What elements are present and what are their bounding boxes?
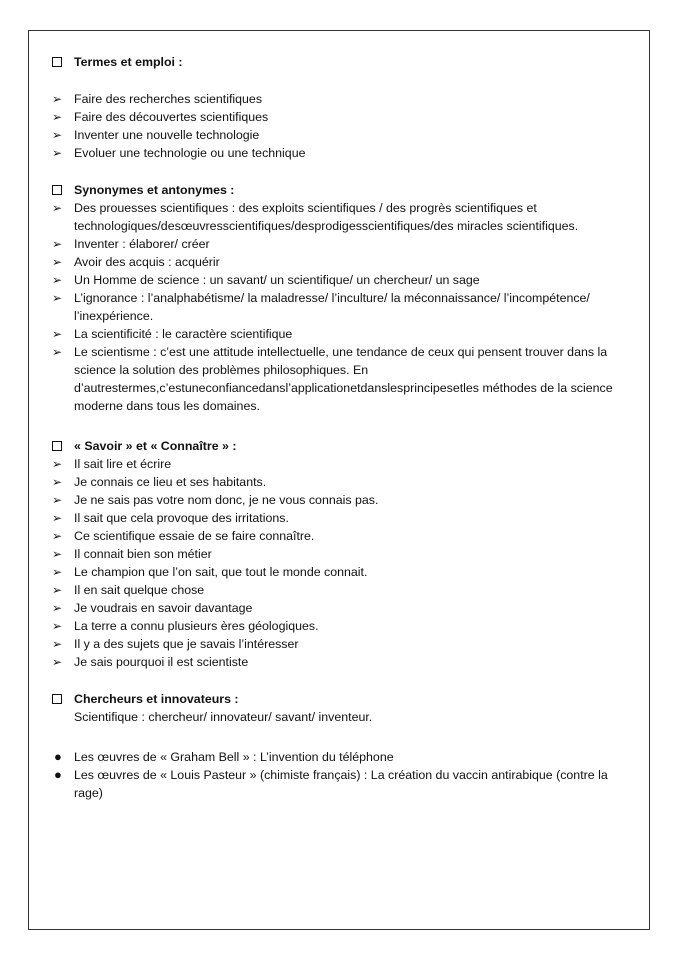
section-savoir-connaitre: [52, 437, 622, 671]
list-item: ➢ Je connais ce lieu et ses habitants.: [52, 475, 267, 489]
arrow-bullet-icon: ➢: [52, 128, 63, 142]
list-item: ➢ Ce scientifique essaie de se faire connaître.: [52, 529, 315, 543]
heading-text: Synonymes et antonymes :: [74, 183, 235, 197]
section-termes-emploi: [52, 53, 622, 162]
arrow-bullet-icon: ➢: [52, 201, 63, 215]
dot-bullet-icon: ●: [54, 767, 62, 782]
heading-text: « Savoir » et « Connaître » :: [74, 439, 237, 453]
list-item: ➢ Des prouesses scientifiques : des exploits scientifiques / des progrès scientifiques et technologiques/desœuvresscientifiques/desprodigesscientifiques/des miracles scientifiques.: [52, 201, 579, 233]
checkbox-square-icon: [52, 441, 62, 451]
list-item: ➢ Evoluer une technologie ou une technique: [52, 146, 306, 160]
list-item: ● Les œuvres de « Louis Pasteur » (chimiste français) : La création du vaccin antirabique (contre la rage): [54, 767, 608, 800]
arrow-bullet-icon: ➢: [52, 583, 63, 597]
list-item: ➢ L’ignorance : l’analphabétisme/ la maladresse/ l’inculture/ la méconnaissance/ l’incompétence/ l’inexpérience.: [52, 291, 590, 323]
list-item: ➢ Avoir des acquis : acquérir: [52, 255, 220, 269]
arrow-bullet-icon: ➢: [52, 529, 63, 543]
heading-text: Chercheurs et innovateurs :: [74, 692, 239, 706]
arrow-bullet-icon: ➢: [52, 637, 63, 651]
definition-line: Scientifique : chercheur/ innovateur/ savant/ inventeur.: [74, 710, 373, 724]
arrow-bullet-icon: ➢: [52, 110, 63, 124]
list-item: ➢ Faire des découvertes scientifiques: [52, 110, 269, 124]
list-item: ➢ Il connait bien son métier: [52, 547, 212, 561]
arrow-bullet-icon: ➢: [52, 327, 63, 341]
section-heading: [52, 437, 622, 455]
checkbox-square-icon: [52, 694, 62, 704]
arrow-bullet-icon: ➢: [52, 273, 63, 287]
arrow-bullet-icon: ➢: [52, 146, 63, 160]
list-item: ➢ Je sais pourquoi il est scientiste: [52, 655, 249, 669]
checkbox-square-icon: [52, 185, 62, 195]
checkbox-square-icon: [52, 57, 62, 67]
arrow-bullet-icon: ➢: [52, 511, 63, 525]
list-item: ➢ La terre a connu plusieurs ères géologiques.: [52, 619, 319, 633]
arrow-bullet-icon: ➢: [52, 619, 63, 633]
section-heading: [52, 690, 622, 708]
arrow-bullet-icon: ➢: [52, 547, 63, 561]
arrow-bullet-icon: ➢: [52, 92, 63, 106]
heading-text: Termes et emploi :: [74, 55, 183, 69]
list-item: ➢ Je ne sais pas votre nom donc, je ne vous connais pas.: [52, 493, 379, 507]
list-item: ➢ Je voudrais en savoir davantage: [52, 601, 253, 615]
list-item: ➢ Il en sait quelque chose: [52, 583, 205, 597]
arrow-bullet-icon: ➢: [52, 457, 63, 471]
arrow-bullet-icon: ➢: [52, 255, 63, 269]
arrow-bullet-icon: ➢: [52, 345, 63, 359]
list-item: ➢ Il sait lire et écrire: [52, 457, 172, 471]
list-item: ➢ Inventer une nouvelle technologie: [52, 128, 260, 142]
arrow-bullet-icon: ➢: [52, 237, 63, 251]
arrow-bullet-icon: ➢: [52, 565, 63, 579]
section-chercheurs-innovateurs: [52, 690, 622, 726]
list-item: ➢ Un Homme de science : un savant/ un scientifique/ un chercheur/ un sage: [52, 273, 480, 287]
section-synonymes-antonymes: [52, 181, 622, 415]
section-heading: [52, 181, 622, 199]
list-item: ➢ Il y a des sujets que je savais l’intéresser: [52, 637, 299, 651]
list-item: ➢ Inventer : élaborer/ créer: [52, 237, 210, 251]
list-item: ● Les œuvres de « Graham Bell » : L’invention du téléphone: [54, 749, 394, 764]
arrow-bullet-icon: ➢: [52, 291, 63, 305]
arrow-bullet-icon: ➢: [52, 655, 63, 669]
list-item: ➢ Il sait que cela provoque des irritations.: [52, 511, 289, 525]
arrow-bullet-icon: ➢: [52, 475, 63, 489]
arrow-bullet-icon: ➢: [52, 601, 63, 615]
list-item: ➢ La scientificité : le caractère scientifique: [52, 327, 293, 341]
section-heading: [52, 53, 622, 71]
list-item: ➢ Le scientisme : c’est une attitude intellectuelle, une tendance de ceux qui pensent trouver dans la science la solution des problèmes philosophiques. En d’autrestermes,c’estuneconfiancedansl’applicationetdanslesprincipesetles méthodes de la science moderne dans tous les domaines.: [52, 345, 613, 413]
list-item: ➢ Le champion que l’on sait, que tout le monde connait.: [52, 565, 368, 579]
works-bullet-list: [52, 748, 622, 802]
arrow-bullet-icon: ➢: [52, 493, 63, 507]
list-item: ➢ Faire des recherches scientifiques: [52, 92, 263, 106]
dot-bullet-icon: ●: [54, 749, 62, 764]
